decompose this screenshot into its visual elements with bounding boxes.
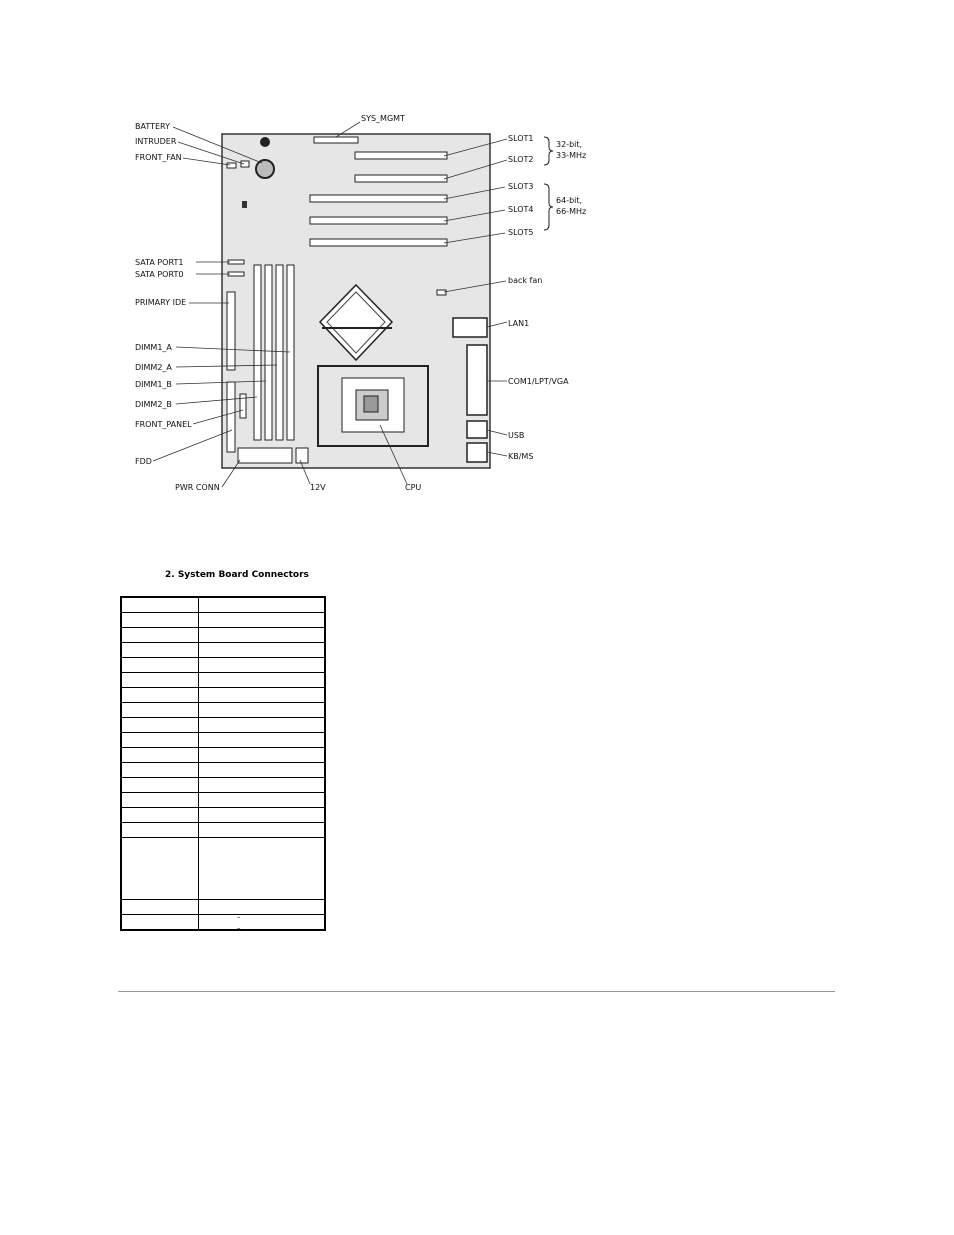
table-row — [121, 718, 325, 733]
table-cell-connector — [121, 778, 199, 793]
label-dimm2-b: DIMM2_B — [135, 400, 172, 409]
table-cell-connector — [121, 748, 199, 763]
table-cell-description — [199, 733, 326, 748]
table-cell-description — [199, 688, 326, 703]
table-cell-description — [199, 613, 326, 628]
table-cell-connector — [121, 718, 199, 733]
table-row — [121, 733, 325, 748]
label-dimm1-a: DIMM1_A — [135, 343, 172, 352]
label-dimm1-b: DIMM1_B — [135, 380, 172, 389]
table-cell-description — [199, 823, 326, 838]
lan1-connector — [453, 318, 487, 337]
table-cell-description — [199, 643, 326, 658]
table-cell-description — [199, 658, 326, 673]
slot5-connector — [310, 239, 447, 246]
label-fdd: FDD — [135, 457, 152, 466]
dimm2-a-slot — [265, 265, 272, 440]
label-pwr-conn: PWR CONN — [175, 483, 220, 492]
label-64bit: 64-bit, — [556, 196, 583, 205]
table-cell-description — [199, 748, 326, 763]
battery-mount — [260, 137, 270, 147]
table-row — [121, 688, 325, 703]
table-cell-connector — [121, 643, 199, 658]
slot4-connector — [310, 217, 447, 224]
system-board-diagram — [0, 0, 954, 560]
table-row — [121, 778, 325, 793]
label-lan1: LAN1 — [508, 319, 530, 328]
label-cpu: CPU — [405, 483, 422, 492]
label-33mhz: 33-MHz — [556, 151, 587, 160]
pwr-conn-connector — [238, 448, 292, 463]
table-row — [121, 597, 325, 613]
label-slot4: SLOT4 — [508, 205, 534, 214]
table-cell-connector — [121, 597, 199, 613]
table-cell-connector — [121, 613, 199, 628]
table-row — [121, 613, 325, 628]
table-cell-connector — [121, 808, 199, 823]
brace-32bit — [544, 137, 553, 165]
label-usb: USB — [508, 431, 525, 440]
table-caption: 2. System Board Connectors — [165, 570, 309, 580]
slot3-connector — [310, 195, 447, 202]
table-cell-description — [199, 808, 326, 823]
table-cell-connector — [121, 915, 199, 931]
label-battery: BATTERY — [135, 122, 170, 131]
usb-connector — [467, 421, 487, 438]
table-cell-description — [199, 628, 326, 643]
table-cell-connector — [121, 763, 199, 778]
table-cell-description — [199, 718, 326, 733]
table-row — [121, 793, 325, 808]
label-slot5: SLOT5 — [508, 228, 534, 237]
sata-port0-connector — [228, 272, 244, 276]
label-slot3: SLOT3 — [508, 182, 534, 191]
table-cell-description — [199, 673, 326, 688]
front-panel-connector — [240, 394, 246, 418]
table-row — [121, 703, 325, 718]
label-sata-port0: SATA PORT0 — [135, 270, 184, 279]
label-32bit: 32-bit, — [556, 140, 583, 149]
dimm1-b-slot — [276, 265, 283, 440]
table-cell-connector — [121, 900, 199, 915]
back-fan-header — [437, 290, 446, 295]
label-dimm2-a: DIMM2_A — [135, 363, 172, 372]
table-cell-connector — [121, 628, 199, 643]
connector-table — [120, 596, 326, 931]
horizontal-rule — [118, 991, 835, 992]
table-row — [121, 673, 325, 688]
table-row — [121, 900, 325, 915]
front-fan-header — [227, 163, 236, 168]
table-cell-description — [199, 838, 326, 900]
table-cell-description — [199, 597, 326, 613]
jumper — [242, 201, 247, 208]
dimm2-b-slot — [287, 265, 294, 440]
table-cell-connector — [121, 658, 199, 673]
table-cell-connector — [121, 673, 199, 688]
sata-port1-connector — [228, 260, 244, 264]
table-cell-connector — [121, 823, 199, 838]
table-cell-connector — [121, 703, 199, 718]
table-cell-description — [199, 900, 326, 915]
table-row — [121, 658, 325, 673]
com-lpt-vga-connector — [467, 345, 487, 415]
tall-row-mark-2: – — [237, 924, 241, 932]
tall-row-mark-1: – — [237, 913, 241, 921]
label-primary-ide: PRIMARY IDE — [135, 298, 187, 307]
12v-connector — [296, 448, 308, 463]
sys-mgmt-connector — [314, 137, 358, 143]
label-kb-ms: KB/MS — [508, 452, 534, 461]
cpu-die — [364, 396, 378, 412]
table-row — [121, 748, 325, 763]
table-cell-connector — [121, 733, 199, 748]
table-cell-description — [199, 703, 326, 718]
primary-ide-connector — [227, 292, 235, 370]
table-cell-connector — [121, 838, 199, 900]
label-slot1: SLOT1 — [508, 134, 534, 143]
table-cell-connector — [121, 793, 199, 808]
table-cell-description — [199, 915, 326, 931]
table-cell-description — [199, 763, 326, 778]
brace-64bit — [544, 184, 553, 230]
table-cell-description — [199, 778, 326, 793]
label-front-fan: FRONT_FAN — [135, 153, 182, 162]
table-cell-description — [199, 793, 326, 808]
fdd-connector — [227, 382, 235, 452]
kb-ms-connector — [467, 443, 487, 462]
table-row — [121, 643, 325, 658]
table-row — [121, 763, 325, 778]
label-front-panel: FRONT_PANEL — [135, 420, 192, 429]
table-row — [121, 823, 325, 838]
label-12v: 12V — [310, 483, 326, 492]
label-com-lpt-vga: COM1/LPT/VGA — [508, 377, 569, 386]
slot2-connector — [355, 175, 447, 182]
battery-cell — [256, 160, 274, 178]
label-intruder: INTRUDER — [135, 137, 177, 146]
table-cell-connector — [121, 688, 199, 703]
table-row — [121, 838, 325, 900]
dimm1-a-slot — [254, 265, 261, 440]
label-back-fan: back fan — [508, 276, 543, 285]
table-row — [121, 915, 325, 931]
table-row — [121, 808, 325, 823]
label-66mhz: 66-MHz — [556, 207, 587, 216]
label-sys-mgmt: SYS_MGMT — [361, 114, 405, 123]
table-row — [121, 628, 325, 643]
label-sata-port1: SATA PORT1 — [135, 258, 184, 267]
slot1-connector — [355, 152, 447, 159]
intruder-header — [241, 161, 249, 167]
label-slot2: SLOT2 — [508, 155, 534, 164]
